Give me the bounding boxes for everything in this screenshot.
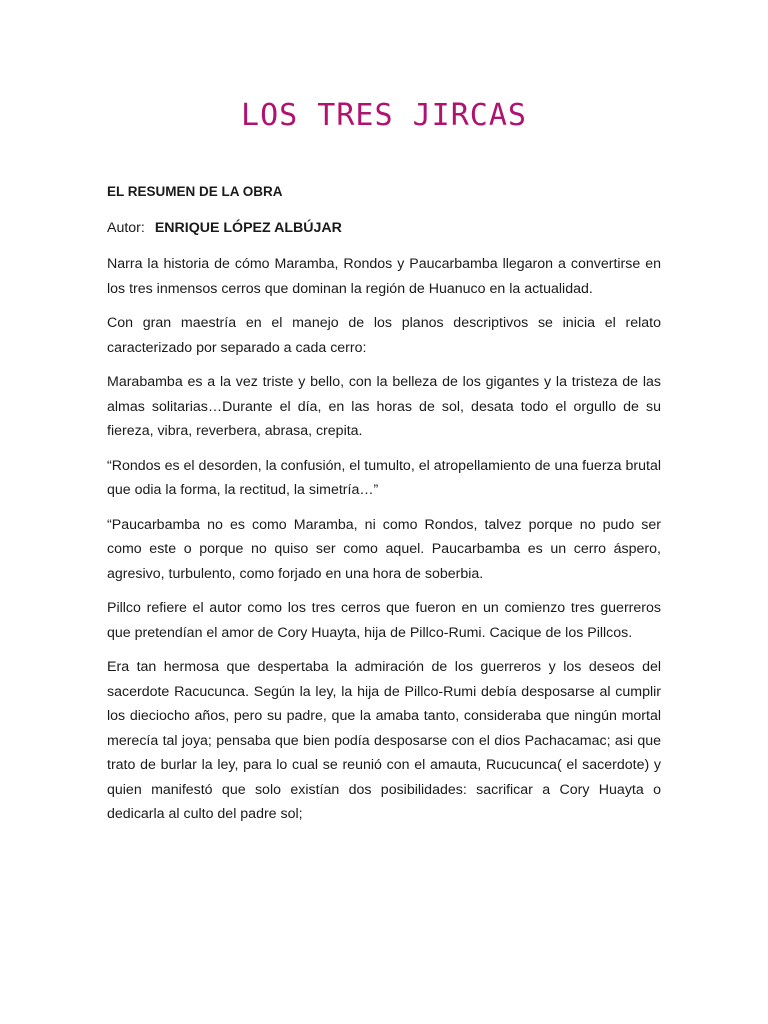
- paragraph: Era tan hermosa que despertaba la admiración de los guerreros y los deseos del sacerdote Racucunca. Según la ley, la hija de Pillco-Rumi debía desposarse al cumplir los dieciocho años, pero su padre, que la amaba tanto, consideraba que ningún mortal merecía tal joya; pensaba que bien podía desposarse con el dios Pachacamac; asi que trato de burlar la ley, para lo cual se reunió con el amauta, Rucucunca( el sacerdote) y quien manifestó que solo existían dos posibilidades: sacrificar a Cory Huayta o dedicarla al culto del padre sol;: [107, 659, 661, 822]
- paragraph: “Paucarbamba no es como Maramba, ni como Rondos, talvez porque no pudo ser como este o porque no quiso ser como aquel. Paucarbamba es un cerro áspero, agresivo, turbulento, como forjado en una hora de soberbia.: [107, 516, 661, 582]
- author-label: Autor:: [107, 220, 145, 236]
- section-heading: EL RESUMEN DE LA OBRA: [107, 184, 283, 199]
- paragraph: “Rondos es el desorden, la confusión, el tumulto, el atropellamiento de una fuerza brutal que odia la forma, la rectitud, la simetría…”: [107, 457, 661, 498]
- paragraph: Marabamba es a la vez triste y bello, con la belleza de los gigantes y la tristeza de las almas solitarias…Durante el día, en las horas de sol, desata todo el orgullo de su fiereza, vibra, reverbera, abrasa, crepita.: [107, 374, 661, 439]
- paragraph: Con gran maestría en el manejo de los planos descriptivos se inicia el relato caracterizado por separado a cada cerro:: [107, 315, 661, 356]
- paragraph: Narra la historia de cómo Maramba, Rondos y Paucarbamba llegaron a convertirse en los tres inmensos cerros que dominan la región de Huanuco en la actualidad.: [107, 256, 661, 297]
- document-title: LOS TRES JIRCAS: [241, 98, 527, 133]
- document-body: [107, 180, 661, 837]
- author-line: [107, 216, 661, 240]
- author-name: ENRIQUE LÓPEZ ALBÚJAR: [154, 220, 342, 236]
- paragraph: Pillco refiere el autor como los tres cerros que fueron en un comienzo tres guerreros que pretendían el amor de Cory Huayta, hija de Pillco-Rumi. Cacique de los Pillcos.: [107, 600, 661, 641]
